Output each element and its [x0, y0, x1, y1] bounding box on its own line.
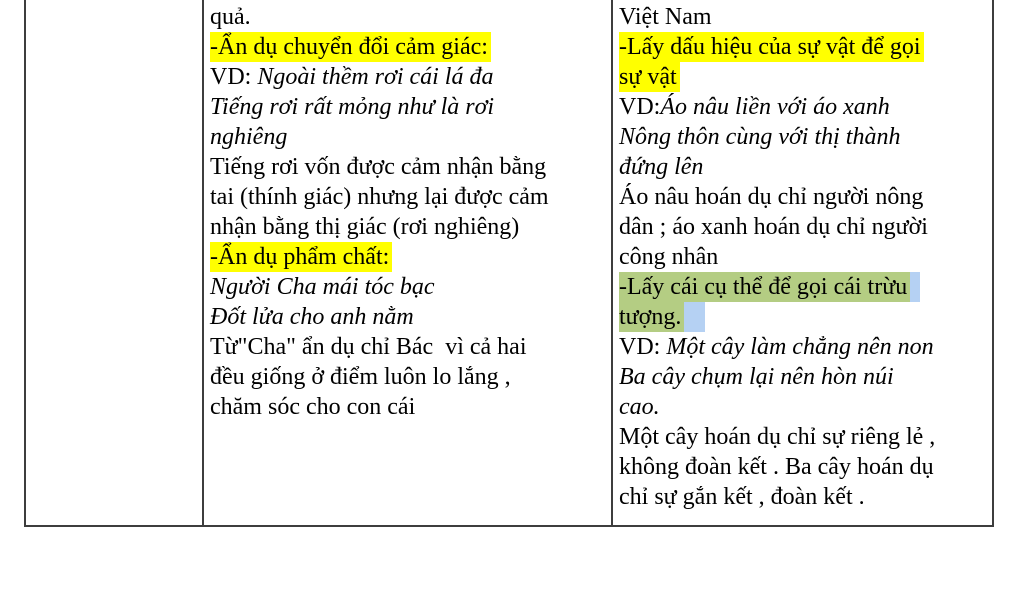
- text-line: [619, 452, 990, 482]
- text-segment: Ba cây chụm lại nên hòn núi: [619, 364, 894, 390]
- text-line: [210, 122, 609, 152]
- highlighted-text: -Lấy dấu hiệu của sự vật để gọi: [619, 32, 924, 62]
- text-line: [619, 92, 990, 122]
- text-segment: công nhân: [619, 244, 719, 270]
- text-line: [210, 332, 609, 362]
- text-line: [619, 332, 990, 362]
- text-line: [210, 272, 609, 302]
- text-segment: VD:: [210, 64, 258, 90]
- highlighted-text: -Ẩn dụ chuyển đổi cảm giác:: [210, 32, 491, 62]
- text-segment: Từ"Cha" ẩn dụ chỉ Bác vì cả hai: [210, 334, 527, 360]
- table-cell-metaphor[interactable]: [204, 0, 613, 525]
- text-line: [210, 152, 609, 182]
- table-cell-metonymy[interactable]: [613, 0, 992, 525]
- text-segment: Tiếng rơi rất mỏng như là rơi: [210, 94, 495, 120]
- text-line: [210, 212, 609, 242]
- text-segment: nhận bằng thị giác (rơi nghiêng): [210, 214, 520, 240]
- text-segment: nghiêng: [210, 124, 288, 150]
- text-line: [210, 32, 609, 62]
- text-line: [619, 122, 990, 152]
- text-selection-block: [684, 302, 705, 332]
- text-line: [619, 242, 990, 272]
- text-line: [210, 182, 609, 212]
- text-line: [619, 182, 990, 212]
- text-line: [210, 2, 609, 32]
- text-line: [210, 62, 609, 92]
- text-segment: Áo nâu hoán dụ chỉ người nông: [619, 184, 924, 210]
- text-segment: Áo nâu liền với áo xanh: [660, 94, 890, 120]
- text-line: [619, 272, 990, 302]
- text-line: [619, 392, 990, 422]
- text-segment: không đoàn kết . Ba cây hoán dụ: [619, 454, 934, 480]
- text-line: [619, 362, 990, 392]
- text-segment: chỉ sự gắn kết , đoàn kết .: [619, 484, 865, 510]
- text-line: [210, 242, 609, 272]
- text-segment: VD:: [619, 94, 661, 120]
- text-line: [619, 32, 990, 62]
- text-segment: tai (thính giác) nhưng lại được cảm: [210, 184, 549, 210]
- text-segment: Một cây làm chẳng nên non: [666, 334, 934, 360]
- text-segment: Ngoài thềm rơi cái lá đa: [257, 64, 494, 90]
- text-segment: Việt Nam: [619, 4, 712, 30]
- text-segment: Người Cha mái tóc bạc: [210, 274, 435, 300]
- text-line: [619, 212, 990, 242]
- text-line: [619, 302, 990, 332]
- table-cell-empty[interactable]: [26, 0, 204, 525]
- text-segment: cao.: [619, 394, 660, 420]
- text-segment: VD:: [619, 334, 667, 360]
- text-line: [619, 482, 990, 512]
- text-segment: dân ; áo xanh hoán dụ chỉ người: [619, 214, 928, 240]
- text-line: [210, 392, 609, 422]
- text-segment: đứng lên: [619, 154, 704, 180]
- text-segment: quả.: [210, 4, 251, 30]
- text-line: [619, 152, 990, 182]
- text-line: [619, 422, 990, 452]
- text-line: [210, 362, 609, 392]
- text-line: [619, 62, 990, 92]
- text-selection-block: [910, 272, 920, 302]
- text-segment: Đốt lửa cho anh nằm: [210, 304, 414, 330]
- highlighted-text: -Ẩn dụ phẩm chất:: [210, 242, 392, 272]
- text-segment: chăm sóc cho con cái: [210, 394, 416, 420]
- text-segment: Tiếng rơi vốn được cảm nhận bằng: [210, 154, 547, 180]
- text-line: [210, 92, 609, 122]
- comparison-table: [24, 0, 994, 527]
- highlighted-text: sự vật: [619, 62, 680, 92]
- text-line: [619, 2, 990, 32]
- text-line: [210, 302, 609, 332]
- highlighted-text: -Lấy cái cụ thể để gọi cái trừu: [619, 272, 910, 302]
- text-segment: đều giống ở điểm luôn lo lắng ,: [210, 364, 511, 390]
- text-segment: Một cây hoán dụ chỉ sự riêng lẻ ,: [619, 424, 936, 450]
- text-segment: Nông thôn cùng với thị thành: [619, 124, 901, 150]
- highlighted-text: tượng.: [619, 302, 684, 332]
